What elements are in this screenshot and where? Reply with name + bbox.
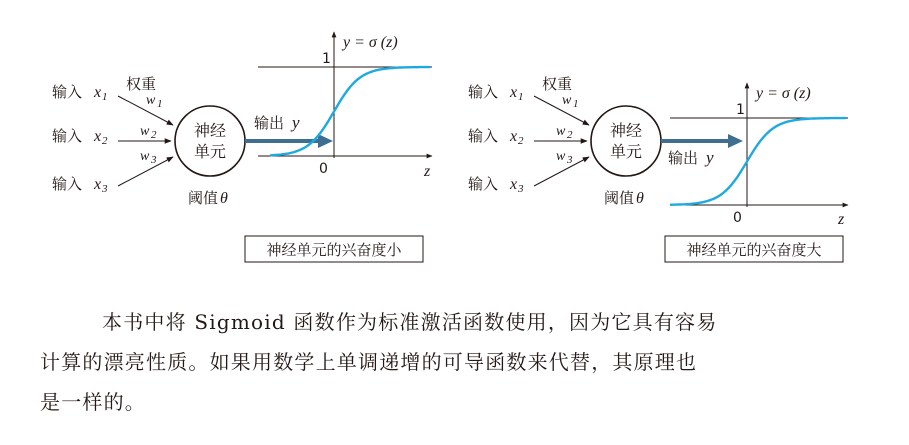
input-sub: 1	[102, 91, 108, 103]
weight-w2-sub: 2	[567, 129, 573, 141]
weight-w1: w	[562, 93, 572, 108]
z-axis-label: z	[838, 211, 845, 228]
input-var: x	[510, 176, 518, 193]
weight-w1-sub: 1	[157, 98, 163, 110]
sigmoid-graph-small	[258, 32, 432, 180]
input-label: 输入	[468, 175, 499, 193]
neuron-label-line1: 神经	[609, 121, 643, 140]
function-label: y = σ (z)	[756, 85, 811, 102]
output-arrowhead	[728, 134, 743, 148]
input-sub: 2	[102, 135, 108, 147]
input-sub: 3	[518, 183, 524, 195]
input-var: x	[94, 84, 102, 101]
input-x1	[52, 83, 108, 103]
weights-label: 权重	[126, 75, 157, 93]
input-sub: 1	[518, 91, 524, 103]
threshold-label: 阈值	[604, 189, 635, 207]
neuron-circle	[591, 106, 661, 176]
input-var: x	[94, 128, 102, 145]
input-sub: 3	[102, 183, 108, 195]
caption-small: 神经单元的兴奋度小	[266, 241, 402, 259]
paragraph-line-3: 是一样的。	[40, 390, 146, 414]
panel-small-excitation	[52, 32, 432, 262]
threshold-var: θ	[636, 190, 644, 207]
output-label: 输出	[254, 114, 285, 132]
panel-large-excitation	[468, 75, 848, 262]
input-label: 输入	[52, 127, 83, 145]
input-x1	[468, 83, 524, 103]
input-label: 输入	[52, 175, 83, 193]
input-var: x	[510, 128, 518, 145]
output-label: 输出	[668, 149, 699, 167]
input-label: 输入	[468, 83, 499, 101]
neuron-label-line1: 神经	[193, 121, 227, 140]
input-x2	[52, 127, 108, 147]
output-var: y	[706, 148, 714, 167]
paragraph-line-2: 计算的漂亮性质。如果用数学上单调递增的可导函数来代替，其原理也	[40, 350, 698, 374]
input-x3	[468, 175, 524, 195]
input-label: 输入	[468, 127, 499, 145]
weight-w3: w	[556, 149, 566, 164]
weight-w1-sub: 1	[573, 98, 579, 110]
z-axis-label: z	[424, 163, 431, 180]
weight-w3-sub: 3	[151, 154, 157, 166]
input-x3	[52, 175, 108, 195]
input-label: 输入	[52, 83, 83, 101]
input-x2	[468, 127, 524, 147]
y-tick-1: 1	[736, 102, 745, 118]
function-label: y = σ (z)	[343, 34, 398, 51]
neuron-label-line2: 单元	[193, 142, 227, 161]
input-var: x	[510, 84, 518, 101]
threshold-label: 阈值	[188, 189, 219, 207]
paragraph-line-1: 本书中将 Sigmoid 函数作为标准激活函数使用，因为它具有容易	[102, 310, 718, 334]
input-var: x	[94, 176, 102, 193]
weight-w3: w	[140, 149, 150, 164]
caption-large: 神经单元的兴奋度大	[686, 241, 822, 259]
threshold-var: θ	[220, 190, 228, 207]
weight-w2: w	[556, 124, 566, 139]
origin-label: 0	[733, 210, 742, 226]
neuron-label-line2: 单元	[609, 142, 643, 161]
weight-w2-sub: 2	[151, 129, 157, 141]
weights-label: 权重	[542, 75, 573, 93]
weight-w2: w	[140, 124, 150, 139]
origin-label: 0	[319, 161, 328, 177]
output-var: y	[292, 113, 300, 132]
y-tick-1: 1	[322, 51, 331, 67]
body-paragraph	[40, 302, 880, 422]
input-sub: 2	[518, 135, 524, 147]
output-arrowhead	[318, 134, 333, 148]
weight-w1: w	[146, 93, 156, 108]
neuron-circle	[175, 106, 245, 176]
weight-w3-sub: 3	[567, 154, 573, 166]
